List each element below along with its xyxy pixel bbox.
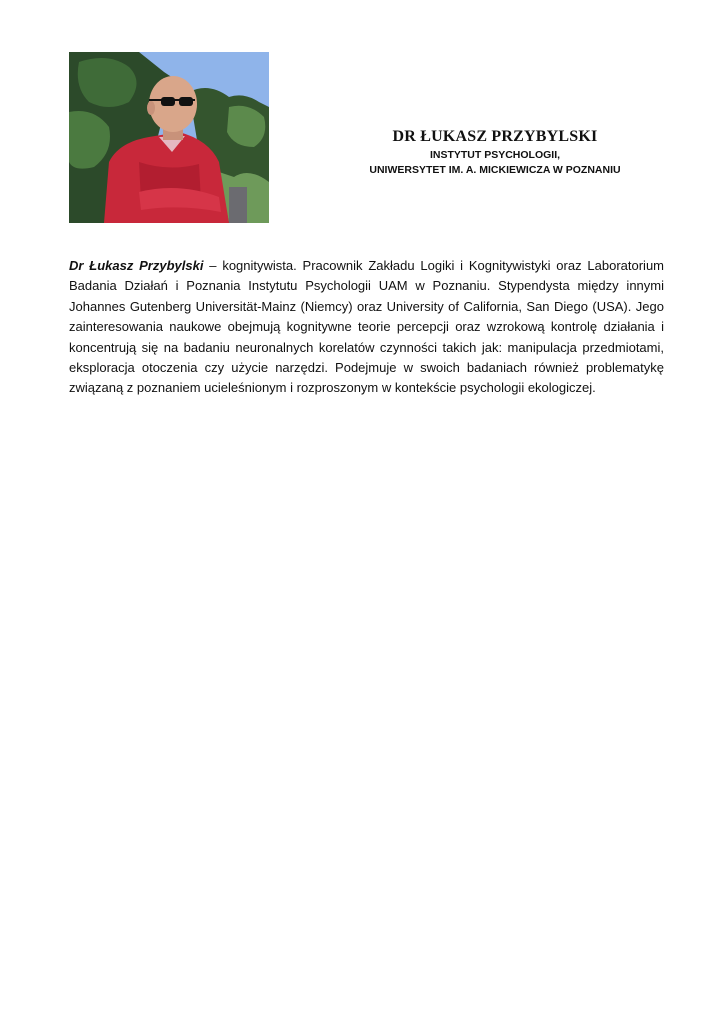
institute-line: INSTYTUT PSYCHOLOGII, (429, 149, 561, 161)
biography-paragraph (69, 256, 664, 399)
bio-name: Dr Łukasz Przybylski (69, 258, 204, 273)
ear (147, 101, 155, 115)
sunglasses-right (179, 97, 193, 106)
profile-name-heading: DR ŁUKASZ PRZYBYLSKI (392, 128, 598, 145)
profile-header (340, 126, 650, 178)
portrait-illustration (69, 52, 269, 223)
stone-post (229, 187, 247, 223)
university-line: UNIWERSYTET IM. A. MICKIEWICZA W POZNANIU (369, 164, 621, 176)
sunglasses-left (161, 97, 175, 106)
sunglasses-frame (149, 99, 195, 101)
portrait-photo (69, 52, 269, 223)
bio-text: – kognitywista. Pracownik Zakładu Logiki i Kognitywistyki oraz Laboratorium Badania Działań i Poznania Instytutu Psychologii UAM w Poznaniu. Stypendysta między innymi Johannes Gutenberg Universität-Mainz (Niemcy) oraz University of California, San Diego (USA). Jego zainteresowania naukowe obejmują kognitywne teorie percepcji oraz wzrokową kontrolę działania i koncentrują się na badaniu neuronalnych korelatów czynności takich jak: manipulacja przedmiotami, eksploracja otoczenia czy użycie narzędzi. Podejmuje w swoich badaniach również problematykę związaną z poznaniem ucieleśnionym i rozproszonym w kontekście psychologii ekologiczej. (69, 258, 665, 396)
